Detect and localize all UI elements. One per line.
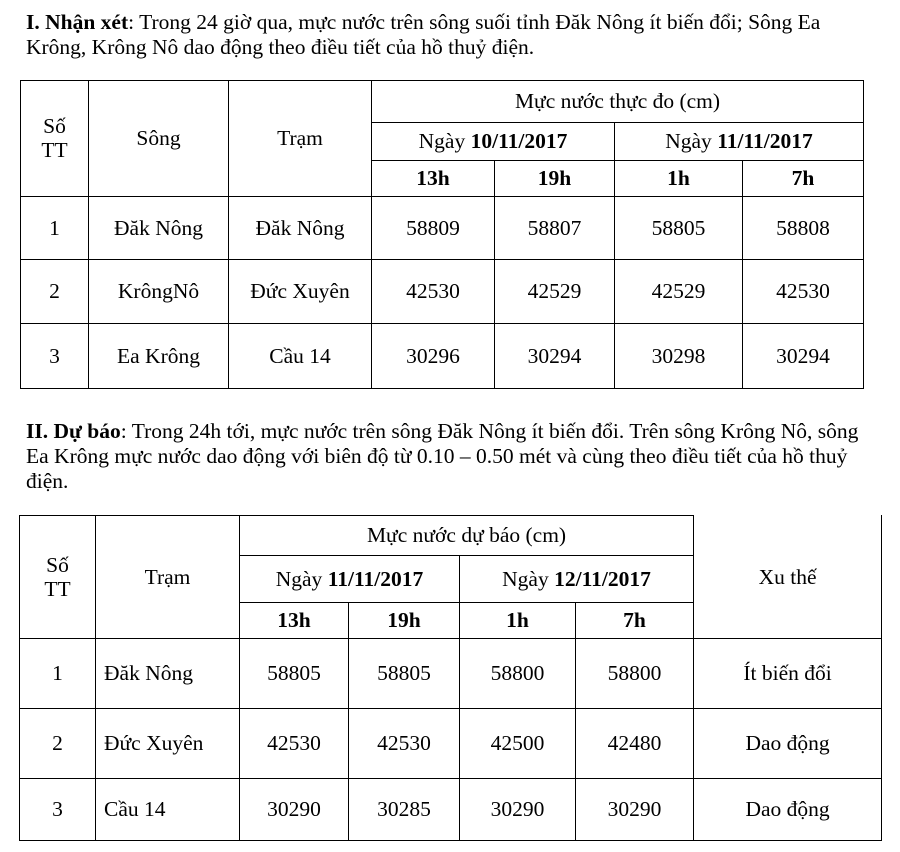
cell-value: 58805 xyxy=(349,639,460,709)
header-hour: 13h xyxy=(240,603,349,639)
cell-value: 42500 xyxy=(460,709,576,779)
cell-stt: 2 xyxy=(20,709,96,779)
cell-value: 30285 xyxy=(349,779,460,841)
header-day-1: Ngày 11/11/2017 xyxy=(240,556,460,603)
header-hour: 19h xyxy=(495,161,615,197)
cell-value: 58805 xyxy=(615,197,743,260)
cell-value: 42530 xyxy=(349,709,460,779)
cell-value: 30290 xyxy=(240,779,349,841)
cell-stt: 1 xyxy=(20,639,96,709)
header-hour: 19h xyxy=(349,603,460,639)
header-trend: Xu thế xyxy=(694,516,882,639)
observation-text: : Trong 24 giờ qua, mực nước trên sông suối tỉnh Đăk Nông ít biến đổi; Sông Ea Krông, Krông Nô dao động theo điều tiết của hồ thuỷ điện. xyxy=(26,10,821,59)
cell-value: 58809 xyxy=(372,197,495,260)
cell-value: 58805 xyxy=(240,639,349,709)
table-row xyxy=(20,709,882,779)
header-day-2: Ngày 11/11/2017 xyxy=(615,123,864,161)
header-tram: Trạm xyxy=(96,516,240,639)
table-row xyxy=(21,197,864,260)
cell-value: 30290 xyxy=(576,779,694,841)
section-observation xyxy=(26,10,876,60)
cell-value: 58800 xyxy=(576,639,694,709)
header-hour: 13h xyxy=(372,161,495,197)
forecast-text: : Trong 24h tới, mực nước trên sông Đăk Nông ít biến đổi. Trên sông Krông Nô, sông Ea Krông mực nước dao động với biên độ từ 0.10 – 0.50 mét và cùng theo điều tiết của hồ thuỷ điện. xyxy=(26,419,859,493)
header-song: Sông xyxy=(89,81,229,197)
header-hour: 7h xyxy=(576,603,694,639)
forecast-water-level-table xyxy=(19,515,882,841)
measured-water-level-table xyxy=(20,80,864,389)
cell-value: 42480 xyxy=(576,709,694,779)
table-row xyxy=(21,324,864,389)
header-day-2: Ngày 12/11/2017 xyxy=(460,556,694,603)
header-day-1: Ngày 10/11/2017 xyxy=(372,123,615,161)
section-forecast xyxy=(26,419,876,494)
cell-tram: Cầu 14 xyxy=(229,324,372,389)
cell-tram: Đức Xuyên xyxy=(229,260,372,324)
cell-value: 42530 xyxy=(743,260,864,324)
cell-value: 30294 xyxy=(495,324,615,389)
cell-tram: Đăk Nông xyxy=(96,639,240,709)
table-row xyxy=(20,779,882,841)
header-forecast-level: Mực nước dự báo (cm) xyxy=(240,516,694,556)
cell-tram: Đăk Nông xyxy=(229,197,372,260)
cell-trend: Dao động xyxy=(694,779,882,841)
cell-value: 30298 xyxy=(615,324,743,389)
header-tram: Trạm xyxy=(229,81,372,197)
cell-value: 58808 xyxy=(743,197,864,260)
cell-stt: 1 xyxy=(21,197,89,260)
cell-value: 42529 xyxy=(495,260,615,324)
header-stt: Số TT xyxy=(20,516,96,639)
cell-stt: 3 xyxy=(20,779,96,841)
header-measured-level: Mực nước thực đo (cm) xyxy=(372,81,864,123)
cell-value: 42530 xyxy=(372,260,495,324)
cell-tram: Đức Xuyên xyxy=(96,709,240,779)
cell-song: Ea Krông xyxy=(89,324,229,389)
header-stt: Số TT xyxy=(21,81,89,197)
table-row xyxy=(20,639,882,709)
header-hour: 1h xyxy=(460,603,576,639)
cell-song: KrôngNô xyxy=(89,260,229,324)
cell-stt: 3 xyxy=(21,324,89,389)
cell-trend: Ít biến đổi xyxy=(694,639,882,709)
cell-value: 30290 xyxy=(460,779,576,841)
header-hour: 1h xyxy=(615,161,743,197)
header-hour: 7h xyxy=(743,161,864,197)
forecast-heading: II. Dự báo xyxy=(26,419,121,443)
cell-value: 58807 xyxy=(495,197,615,260)
cell-song: Đăk Nông xyxy=(89,197,229,260)
cell-value: 30294 xyxy=(743,324,864,389)
cell-value: 58800 xyxy=(460,639,576,709)
cell-trend: Dao động xyxy=(694,709,882,779)
observation-heading: I. Nhận xét xyxy=(26,10,129,34)
cell-tram: Cầu 14 xyxy=(96,779,240,841)
cell-value: 30296 xyxy=(372,324,495,389)
cell-value: 42530 xyxy=(240,709,349,779)
cell-value: 42529 xyxy=(615,260,743,324)
table-row xyxy=(21,260,864,324)
cell-stt: 2 xyxy=(21,260,89,324)
